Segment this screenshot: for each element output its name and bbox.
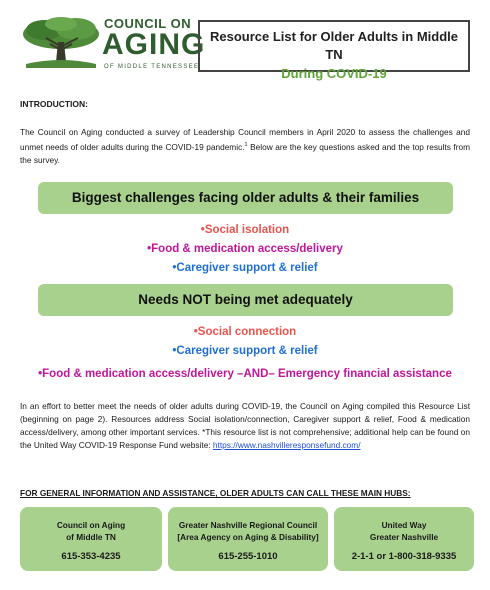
challenges-banner: Biggest challenges facing older adults & their families <box>38 182 453 214</box>
document-subtitle: During COVID-19 <box>281 66 387 81</box>
hub-name-line1: Greater Nashville Regional Council <box>178 520 318 530</box>
response-paragraph <box>20 400 470 452</box>
challenge-item: •Food & medication access/delivery <box>147 243 343 255</box>
document-title: Resource List for Older Adults in Middle TN <box>210 29 458 62</box>
need-item: •Food & medication access/delivery –AND– Emergency financial assistance <box>38 368 452 380</box>
document-title-box <box>198 20 470 81</box>
need-item: •Social connection <box>193 326 297 338</box>
council-on-aging-logo <box>20 12 206 78</box>
introduction-heading: INTRODUCTION: <box>20 99 88 109</box>
introduction-paragraph <box>20 126 470 167</box>
logo-text-aging: AGING <box>102 28 206 61</box>
challenge-item: •Social isolation <box>200 224 290 236</box>
hub-name-line1: United Way <box>381 520 427 530</box>
hub-card-united-way <box>334 507 474 571</box>
hub-name-line1: Council on Aging <box>56 520 126 530</box>
hub-card-regional-council <box>168 507 328 571</box>
response-fund-link[interactable]: https://www.nashvilleresponsefund.com/ <box>212 440 361 450</box>
hubs-heading: FOR GENERAL INFORMATION AND ASSISTANCE, OLDER ADULTS CAN CALL THESE MAIN HUBS: <box>20 488 411 498</box>
hub-name-line2: Greater Nashville <box>369 532 439 542</box>
intro-text-after: Below are the key questions asked and the top results from the survey. <box>20 141 470 165</box>
logo-text-council-on: COUNCIL ON <box>104 16 192 31</box>
logo-text-middle-tennessee: OF MIDDLE TENNESSEE <box>104 64 200 70</box>
footnote-marker: 1 <box>244 142 248 148</box>
response-text: In an effort to better meet the needs of older adults during COVID-19, the Council on Aging compiled this Resource List (beginning on page 2). Resources address Social isolation/connection, Caregiver support & relief, Food & medication access/delivery, among other important services. *This resource list is not comprehensive; additional help can be found on the United Way COVID-19 Response Fund website: <box>20 401 470 450</box>
challenge-item: •Caregiver support & relief <box>172 262 318 274</box>
hub-phone: 615-353-4235 <box>61 551 121 562</box>
hub-name-line2: of Middle TN <box>66 532 116 542</box>
tree-icon <box>20 16 102 72</box>
needs-banner: Needs NOT being met adequately <box>38 284 453 316</box>
intro-text: The Council on Aging conducted a survey of Leadership Council members in April 2020 to assess the challenges and unmet needs of older adults during the COVID-19 pandemic. <box>20 127 470 152</box>
hub-card-council-on-aging <box>20 507 162 571</box>
hub-name-line2: [Area Agency on Aging & Disability] <box>177 532 319 542</box>
need-item: •Caregiver support & relief <box>172 345 318 357</box>
hub-phone: 2-1-1 or 1-800-318-9335 <box>351 551 457 562</box>
page-header <box>0 0 490 84</box>
hub-phone: 615-255-1010 <box>218 551 278 562</box>
